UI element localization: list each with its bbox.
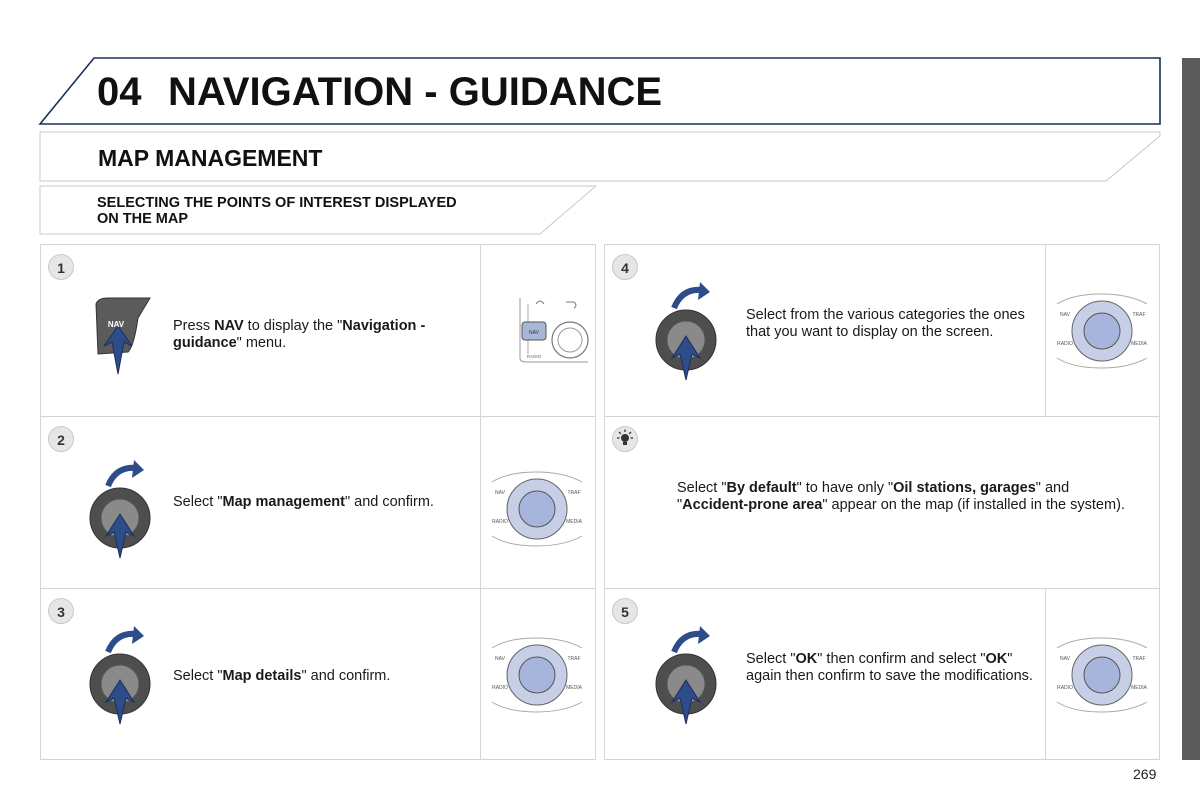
dial-traf-label: TRAF	[1132, 312, 1146, 318]
dial-radio-label: RADIO	[1057, 341, 1073, 347]
step-text-2-bold1: Map management	[222, 494, 345, 510]
tip-text-part3: " and "	[677, 480, 1070, 513]
step-text-5-part1: Select "	[746, 651, 796, 667]
dial-traf-label: TRAF	[567, 490, 581, 496]
step-text-2-part1: Select "	[173, 494, 223, 510]
step-badge-1: 1	[48, 254, 74, 280]
lightbulb-icon	[612, 426, 638, 452]
step-text-5-part3: " again then confirm to save the modifications.	[746, 651, 1033, 684]
console-nav-thumbnail	[510, 294, 590, 366]
step-text-5-part2: " then confirm and select "	[817, 651, 986, 667]
subsection-title	[97, 195, 517, 227]
tip-text-part4: " appear on the map (if installed in the system).	[822, 496, 1125, 513]
tip-text-part1: Select "	[677, 480, 727, 496]
dial-nav-label: NAV	[1060, 656, 1070, 662]
step-text-1	[173, 318, 463, 351]
step-badge-3: 3	[48, 598, 74, 624]
step-text-5-bold1: OK	[795, 651, 818, 667]
thumb-divider-2	[480, 417, 481, 588]
step-text-2-part2: " and confirm.	[344, 494, 434, 510]
dial-press-icon-3	[86, 626, 156, 726]
step-badge-5: 5	[612, 598, 638, 624]
tip-text-bold1: By default	[726, 480, 797, 496]
subsection-title-line2: ON THE MAP	[97, 211, 189, 227]
dial-press-icon-4	[652, 282, 722, 382]
step-text-1-bold1: NAV	[214, 318, 244, 334]
tip-text-part2: " to have only "	[796, 480, 894, 496]
thumb-divider-3	[480, 589, 481, 759]
dial-radio-label: RADIO	[1057, 685, 1073, 691]
dial-media-label: MEDIA	[566, 685, 582, 691]
step-text-3-part2: " and confirm.	[301, 668, 391, 684]
step-text-4: Select from the various categories the ones that you want to display on the screen.	[746, 307, 1025, 340]
dial-nav-label: NAV	[495, 656, 505, 662]
step-text-1-part2: to display the "	[243, 318, 343, 334]
section-title: MAP MANAGEMENT	[98, 145, 323, 171]
dial-nav-label: NAV	[1060, 312, 1070, 318]
dial-thumbnail-4	[1053, 292, 1151, 370]
step-badge-2: 2	[48, 426, 74, 452]
dial-press-icon-2	[86, 460, 156, 560]
thumb-divider-5	[1045, 589, 1046, 759]
dial-nav-label: NAV	[495, 490, 505, 496]
thumb-divider-1	[480, 245, 481, 416]
nav-key-press-icon	[90, 296, 154, 376]
thumb-divider-4	[1045, 245, 1046, 416]
step-text-1-part3: " menu.	[236, 334, 287, 351]
step-text-3	[173, 668, 473, 685]
dial-radio-label: RADIO	[492, 519, 508, 525]
step-badge-4: 4	[612, 254, 638, 280]
dial-thumbnail-2	[488, 470, 586, 548]
tip-text-bold3: Accident-prone area	[682, 496, 823, 513]
dial-media-label: MEDIA	[1131, 685, 1147, 691]
step-text-1-part1: Press	[173, 318, 215, 334]
step-text-5-bold2: OK	[985, 651, 1008, 667]
chapter-number: 04	[97, 70, 142, 114]
chapter-side-tab	[1182, 58, 1200, 760]
step-text-2	[173, 494, 473, 511]
dial-traf-label: TRAF	[1132, 656, 1146, 662]
tip-text-bold2: Oil stations, garages	[893, 480, 1036, 496]
dial-radio-label: RADIO	[492, 685, 508, 691]
dial-thumbnail-5	[1053, 636, 1151, 714]
step-text-3-part1: Select "	[173, 668, 223, 684]
console-nav-label: NAV	[529, 330, 539, 336]
step-text-1-bold2: Navigation - guidance	[173, 318, 426, 351]
console-radio-label: RADIO	[526, 354, 542, 359]
nav-key-label: NAV	[107, 320, 125, 329]
dial-media-label: MEDIA	[566, 519, 582, 525]
dial-traf-label: TRAF	[567, 656, 581, 662]
dial-press-icon-5	[652, 626, 722, 726]
tip-text	[677, 480, 1127, 513]
page-number: 269	[1133, 766, 1157, 782]
dial-thumbnail-3	[488, 636, 586, 714]
subsection-title-line1: SELECTING THE POINTS OF INTEREST DISPLAYED	[97, 195, 457, 211]
chapter-title: NAVIGATION - GUIDANCE	[168, 70, 663, 114]
dial-media-label: MEDIA	[1131, 341, 1147, 347]
step-text-5	[746, 651, 1036, 684]
step-text-3-bold1: Map details	[222, 668, 302, 684]
